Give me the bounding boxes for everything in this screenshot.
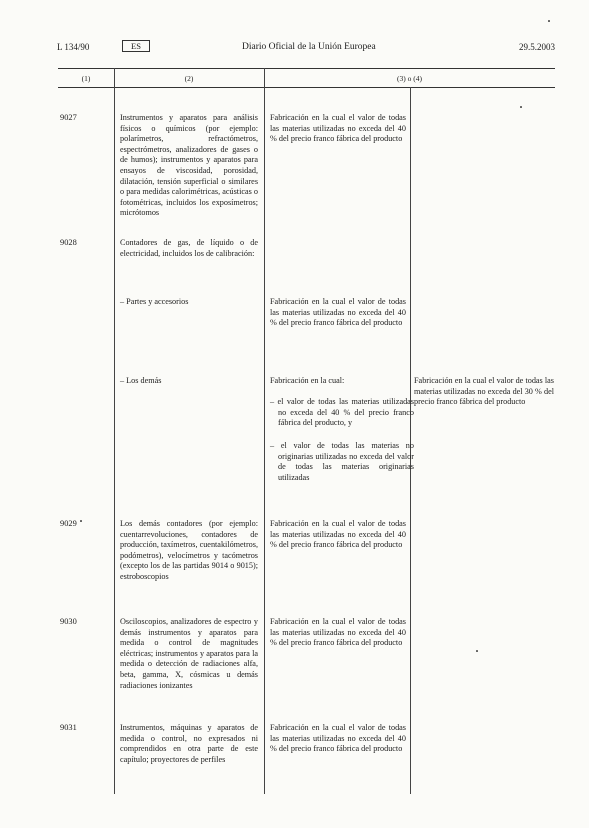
heading-code: 9028 xyxy=(60,238,77,247)
working-rule-condition: – el valor de todas las materias no originarias utilizadas no exceda del valor de todas las materias originarias utilizadas xyxy=(270,441,414,482)
product-description: Contadores de gas, de líquido o de electricidad, incluidos los de calibración: xyxy=(120,238,258,258)
product-description: – Partes y accesorios xyxy=(120,297,189,306)
working-rule-condition: – el valor de todas las materias utilizadas no exceda del 40 % del precio franco fábrica del producto, y xyxy=(270,397,414,428)
heading-code: 9027 xyxy=(60,113,77,122)
journal-title: Diario Oficial de la Unión Europea xyxy=(242,42,376,52)
table-top-rule xyxy=(58,68,555,69)
table-header-rule xyxy=(58,87,555,88)
column-header-2: (2) xyxy=(184,74,194,83)
language-badge: ES xyxy=(122,40,150,52)
scan-speck xyxy=(520,106,522,108)
product-description: Osciloscopios, analizadores de espectro y demás instrumentos y aparatos para medida o control de magnitudes eléctricas; instrumentos y aparatos para la medida o detección de radiaciones alfa, beta, gamma, X, cósmicas u demás radiaciones ionizantes xyxy=(120,617,258,690)
heading-code: 9029 xyxy=(60,519,77,528)
column-header-1: (1) xyxy=(81,74,91,83)
working-rule: Fabricación en la cual el valor de todas las materias utilizadas no exceda del 40 % del precio franco fábrica del producto xyxy=(270,297,406,328)
working-rule: Fabricación en la cual: xyxy=(270,376,345,385)
working-rule: Fabricación en la cual el valor de todas las materias utilizadas no exceda del 40 % del precio franco fábrica del producto xyxy=(270,617,406,648)
publication-date: 29.5.2003 xyxy=(519,42,555,52)
column-divider xyxy=(114,68,115,794)
heading-code: 9030 xyxy=(60,617,77,626)
product-description: Los demás contadores (por ejemplo: cuentarrevoluciones, contadores de producción, taxímetros, cuentakilómetros, podómetros), velocímetros y tacómetros (excepto los de las partidas 9014 o 9015); estroboscopios xyxy=(120,519,259,581)
scan-speck xyxy=(80,520,82,522)
working-rule: Fabricación en la cual el valor de todas las materias utilizadas no exceda del 40 % del precio franco fábrica del producto xyxy=(270,723,406,754)
product-description: Instrumentos, máquinas y aparatos de medida o control, no expresados ni comprendidos en otra parte de este capítulo; proyectores de perfiles xyxy=(120,723,258,764)
alternative-rule: Fabricación en la cual el valor de todas las materias utilizadas no exceda del 30 % del precio franco fábrica del producto xyxy=(414,376,554,407)
journal-reference: L 134/90 xyxy=(57,42,90,52)
working-rule: Fabricación en la cual el valor de todas las materias utilizadas no exceda del 40 % del precio franco fábrica del producto xyxy=(270,519,406,550)
product-description: Instrumentos y aparatos para análisis físicos o químicos (por ejemplo: polarímetros, refractómetros, espectrómetros, analizadores de gases o de humos); instrumentos y aparatos para ensayos de viscosidad, porosidad, dilatación, tensión superficial o similares o para medidas calorimétricas, acústicas o fotométricas, incluidos los exposímetros; micrótomos xyxy=(120,113,258,218)
heading-code: 9031 xyxy=(60,723,77,732)
product-description: – Los demás xyxy=(120,376,162,385)
working-rule: Fabricación en la cual el valor de todas las materias utilizadas no exceda del 40 % del precio franco fábrica del producto xyxy=(270,113,406,144)
column-header-3-4: (3) o (4) xyxy=(397,74,422,83)
column-divider xyxy=(264,68,265,794)
scan-speck xyxy=(548,20,550,22)
scan-speck xyxy=(476,650,478,652)
